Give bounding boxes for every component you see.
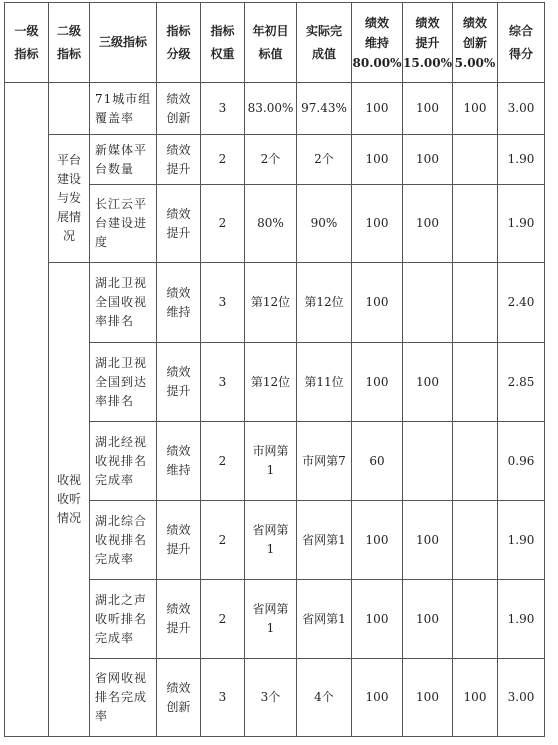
score-total: 3.00 [498, 83, 545, 135]
score-improve: 100 [403, 343, 453, 422]
indicator-target: 2个 [245, 135, 297, 185]
score-maintain: 60 [352, 422, 403, 501]
score-total: 1.90 [498, 501, 545, 580]
header-category: 指标 分级 [157, 3, 201, 83]
score-innovate [453, 263, 498, 343]
indicator-actual: 97.43% [297, 83, 352, 135]
header-score: 综合 得分 [498, 3, 545, 83]
indicator-category: 绩效 提升 [157, 185, 201, 263]
table-row [5, 135, 545, 185]
indicator-actual: 第11位 [297, 343, 352, 422]
indicator-category: 绩效 提升 [157, 135, 201, 185]
indicator-actual: 第12位 [297, 263, 352, 343]
header-actual: 实际完 成值 [297, 3, 352, 83]
indicator-actual: 市网第7 [297, 422, 352, 501]
performance-indicator-table [4, 2, 545, 737]
score-innovate: 100 [453, 83, 498, 135]
score-innovate [453, 135, 498, 185]
score-maintain: 100 [352, 135, 403, 185]
score-total: 0.96 [498, 422, 545, 501]
indicator-actual: 省网第1 [297, 580, 352, 659]
score-total: 1.90 [498, 580, 545, 659]
indicator-category: 绩效 提升 [157, 580, 201, 659]
score-improve: 100 [403, 501, 453, 580]
indicator-weight: 3 [201, 83, 245, 135]
indicator-actual: 省网第1 [297, 501, 352, 580]
score-maintain: 100 [352, 580, 403, 659]
indicator-name: 湖北卫视 全国到达 率排名 [90, 343, 157, 422]
indicator-actual: 90% [297, 185, 352, 263]
table-row [5, 263, 545, 343]
group-platform: 平台 建设 与发 展情 况 [49, 135, 90, 263]
score-innovate [453, 580, 498, 659]
indicator-weight: 2 [201, 135, 245, 185]
score-innovate: 100 [453, 659, 498, 737]
indicator-category: 绩效 提升 [157, 501, 201, 580]
score-maintain: 100 [352, 83, 403, 135]
indicator-weight: 2 [201, 422, 245, 501]
level1-cell [5, 83, 49, 737]
score-improve: 100 [403, 135, 453, 185]
indicator-category: 绩效 提升 [157, 343, 201, 422]
score-improve: 100 [403, 580, 453, 659]
indicator-weight: 2 [201, 501, 245, 580]
indicator-name: 湖北卫视 全国收视 率排名 [90, 263, 157, 343]
indicator-target: 83.00% [245, 83, 297, 135]
score-total: 1.90 [498, 135, 545, 185]
table-row [5, 83, 545, 135]
level2-cell-empty [49, 83, 90, 135]
score-innovate [453, 185, 498, 263]
score-maintain: 100 [352, 263, 403, 343]
score-improve [403, 422, 453, 501]
indicator-actual: 2个 [297, 135, 352, 185]
indicator-target: 80% [245, 185, 297, 263]
header-level1: 一级 指标 [5, 3, 49, 83]
indicator-target: 第12位 [245, 343, 297, 422]
score-maintain: 100 [352, 659, 403, 737]
header-weight: 指标 权重 [201, 3, 245, 83]
score-total: 2.40 [498, 263, 545, 343]
indicator-category: 绩效 维持 [157, 422, 201, 501]
header-target: 年初目 标值 [245, 3, 297, 83]
score-innovate [453, 343, 498, 422]
score-total: 2.85 [498, 343, 545, 422]
header-level3: 三级指标 [90, 3, 157, 83]
indicator-name: 新媒体平 台数量 [90, 135, 157, 185]
indicator-weight: 3 [201, 343, 245, 422]
score-innovate [453, 501, 498, 580]
indicator-weight: 2 [201, 185, 245, 263]
header-maintain: 绩效 维持 80.00% [352, 3, 403, 83]
indicator-target: 省网第 1 [245, 580, 297, 659]
indicator-target: 市网第 1 [245, 422, 297, 501]
indicator-actual: 4个 [297, 659, 352, 737]
score-total: 3.00 [498, 659, 545, 737]
indicator-name: 湖北综合 收视排名 完成率 [90, 501, 157, 580]
indicator-target: 3个 [245, 659, 297, 737]
indicator-weight: 3 [201, 659, 245, 737]
header-level2: 二级 指标 [49, 3, 90, 83]
score-maintain: 100 [352, 501, 403, 580]
group-ratings: 收视 收听 情况 [49, 263, 90, 737]
score-total: 1.90 [498, 185, 545, 263]
indicator-name: 湖北经视 收视排名 完成率 [90, 422, 157, 501]
score-improve: 100 [403, 185, 453, 263]
score-improve: 100 [403, 83, 453, 135]
indicator-name: 长江云平 台建设进 度 [90, 185, 157, 263]
indicator-name: 湖北之声 收听排名 完成率 [90, 580, 157, 659]
indicator-target: 第12位 [245, 263, 297, 343]
indicator-weight: 3 [201, 263, 245, 343]
header-row [5, 3, 545, 83]
indicator-category: 绩效 创新 [157, 659, 201, 737]
indicator-category: 绩效 维持 [157, 263, 201, 343]
score-maintain: 100 [352, 343, 403, 422]
indicator-weight: 2 [201, 580, 245, 659]
score-improve: 100 [403, 659, 453, 737]
indicator-category: 绩效 创新 [157, 83, 201, 135]
header-improve: 绩效 提升 15.00% [403, 3, 453, 83]
score-improve [403, 263, 453, 343]
score-maintain: 100 [352, 185, 403, 263]
header-innovate: 绩效 创新 5.00% [453, 3, 498, 83]
indicator-name: 省网收视 排名完成 率 [90, 659, 157, 737]
score-innovate [453, 422, 498, 501]
indicator-name: 71城市组 覆盖率 [90, 83, 157, 135]
indicator-target: 省网第 1 [245, 501, 297, 580]
